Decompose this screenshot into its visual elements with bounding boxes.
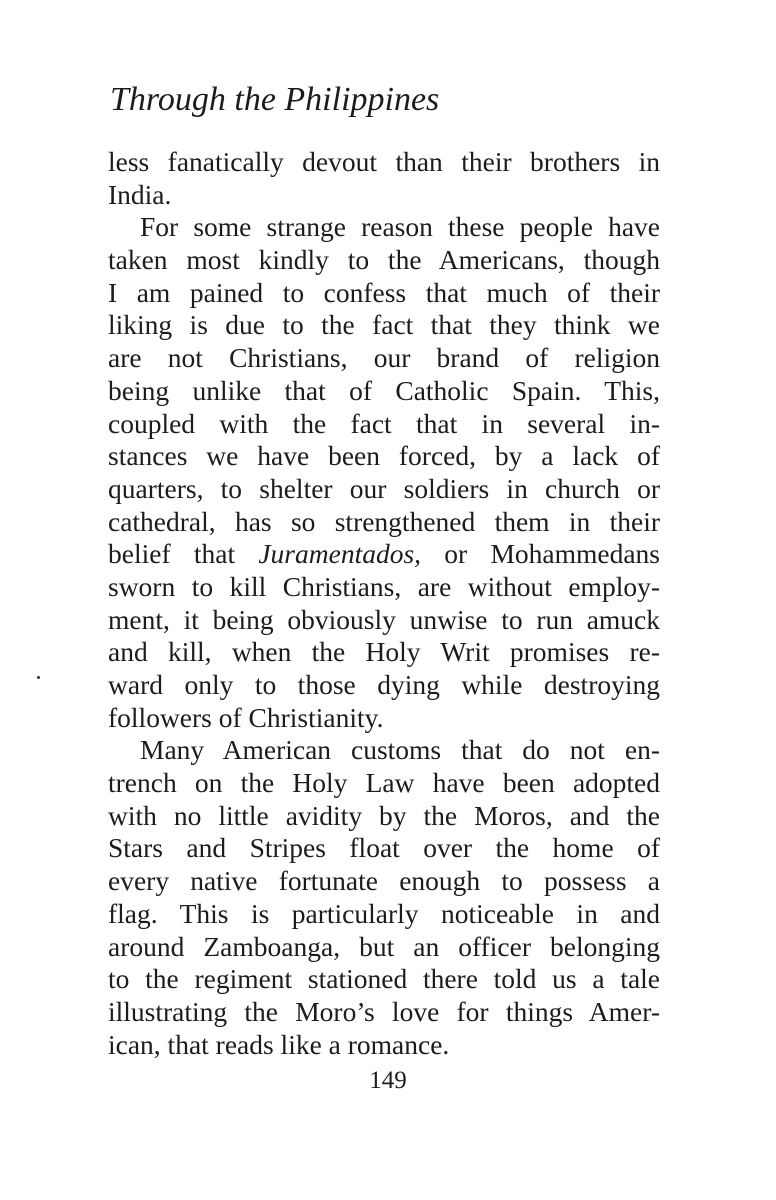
text-line: trench on the Holy Law have been adopted — [108, 767, 660, 799]
text-line: ment, it being obviously unwise to run amuck — [108, 603, 660, 635]
text-line: followers of Christianity. — [108, 701, 384, 733]
text-line: less fanatically devout than their brothers in — [108, 146, 660, 177]
text-line: with no little avidity by the Moros, and the — [108, 799, 660, 831]
text-line — [108, 538, 660, 571]
text-line: being unlike that of Catholic Spain. This, — [108, 374, 660, 406]
text-line: ward only to those dying while destroying — [108, 669, 660, 700]
text-line: flag. This is particularly noticeable in and — [108, 897, 660, 929]
text-segment: or Mohammedans — [421, 538, 660, 570]
text-line: quarters, to shelter our soldiers in church or — [108, 472, 660, 504]
text-line: cathedral, has so strengthened them in their — [108, 505, 660, 537]
running-head: Through the Philippines — [110, 81, 440, 118]
page-number: 149 — [369, 1067, 407, 1094]
text-line: Stars and Stripes float over the home of — [108, 832, 660, 864]
text-line: coupled with the fact that in several in- — [108, 407, 660, 439]
text-line: around Zamboanga, but an officer belonging — [108, 930, 660, 962]
text-line: every native fortunate enough to possess a — [108, 865, 660, 897]
text-segment: belief that — [108, 538, 259, 570]
text-line: I am pained to confess that much of their — [108, 276, 660, 308]
text-line: For some strange reason these people have — [140, 211, 660, 243]
text-line: sworn to kill Christians, are without employ- — [108, 570, 660, 602]
text-line: and kill, when the Holy Writ promises re- — [108, 636, 660, 668]
text-line: illustrating the Moro’s love for things Amer- — [108, 995, 660, 1027]
text-line: liking is due to the fact that they think we — [108, 309, 660, 341]
text-line: India. — [108, 178, 172, 210]
text-line: taken most kindly to the Americans, though — [108, 244, 660, 276]
text-line: to the regiment stationed there told us a tale — [108, 963, 660, 995]
margin-speck — [37, 676, 40, 679]
text-line: ican, that reads like a romance. — [108, 1028, 450, 1060]
text-line: stances we have been forced, by a lack of — [108, 440, 660, 472]
italic-term: Juramentados, — [258, 538, 422, 570]
body-text — [108, 146, 660, 1061]
text-line: are not Christians, our brand of religion — [108, 342, 660, 374]
text-line: Many American customs that do not en- — [140, 734, 660, 766]
